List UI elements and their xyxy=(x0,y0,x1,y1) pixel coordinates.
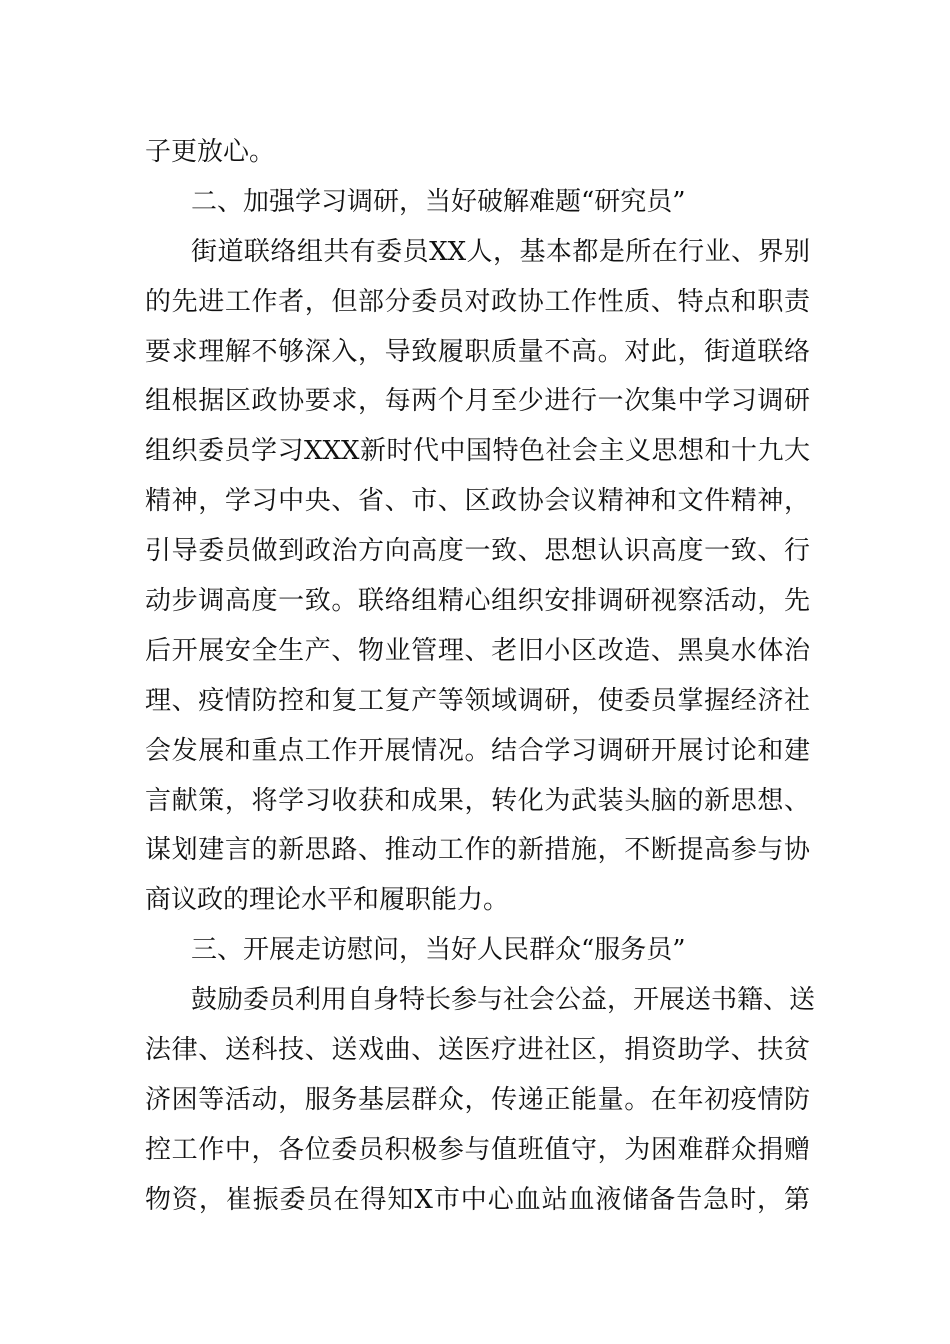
paragraph-line: 物资，崔振委员在得知X市中心血站血液储备告急时，第 xyxy=(145,1184,810,1215)
paragraph-line: 要求理解不够深入，导致履职质量不高。对此，街道联络 xyxy=(145,336,810,367)
paragraph-line: 组根据区政协要求，每两个月至少进行一次集中学习调研 xyxy=(145,386,810,417)
paragraph-line: 谋划建言的新思路、推动工作的新措施，不断提高参与协 xyxy=(145,835,810,866)
paragraph-line: 街道联络组共有委员XX人，基本都是所在行业、界别 xyxy=(191,236,810,267)
paragraph-line: 动步调高度一致。联络组精心组织安排调研视察活动，先 xyxy=(145,586,810,617)
paragraph-line: 控工作中，各位委员积极参与值班值守，为困难群众捐赠 xyxy=(145,1134,810,1165)
paragraph-line: 后开展安全生产、物业管理、老旧小区改造、黑臭水体治 xyxy=(145,635,810,666)
paragraph-line: 引导委员做到政治方向高度一致、思想认识高度一致、行 xyxy=(145,536,810,567)
paragraph-line: 理、疫情防控和复工复产等领域调研，使委员掌握经济社 xyxy=(145,685,810,716)
section-heading-3: 三、开展走访慰问，当好人民群众“服务员” xyxy=(191,935,686,966)
body-text xyxy=(145,128,816,1226)
paragraph-line: 言献策，将学习收获和成果，转化为武装头脑的新思想、 xyxy=(145,785,810,816)
paragraph-line: 的先进工作者，但部分委员对政协工作性质、特点和职责 xyxy=(145,286,810,317)
paragraph-line: 济困等活动，服务基层群众，传递正能量。在年初疫情防 xyxy=(145,1084,810,1115)
paragraph-line: 鼓励委员利用自身特长参与社会公益，开展送书籍、送 xyxy=(191,985,816,1016)
paragraph-line: 子更放心。 xyxy=(145,137,276,167)
section-heading-2: 二、加强学习调研，当好破解难题“研究员” xyxy=(191,186,686,217)
paragraph-line: 法律、送科技、送戏曲、送医疗进社区，捐资助学、扶贫 xyxy=(145,1035,810,1066)
paragraph-line: 组织委员学习XXX新时代中国特色社会主义思想和十九大 xyxy=(145,436,810,467)
paragraph-line: 精神，学习中央、省、市、区政协会议精神和文件精神， xyxy=(145,486,810,517)
paragraph-line: 商议政的理论水平和履职能力。 xyxy=(145,885,510,916)
paragraph-line: 会发展和重点工作开展情况。结合学习调研开展讨论和建 xyxy=(145,735,810,766)
